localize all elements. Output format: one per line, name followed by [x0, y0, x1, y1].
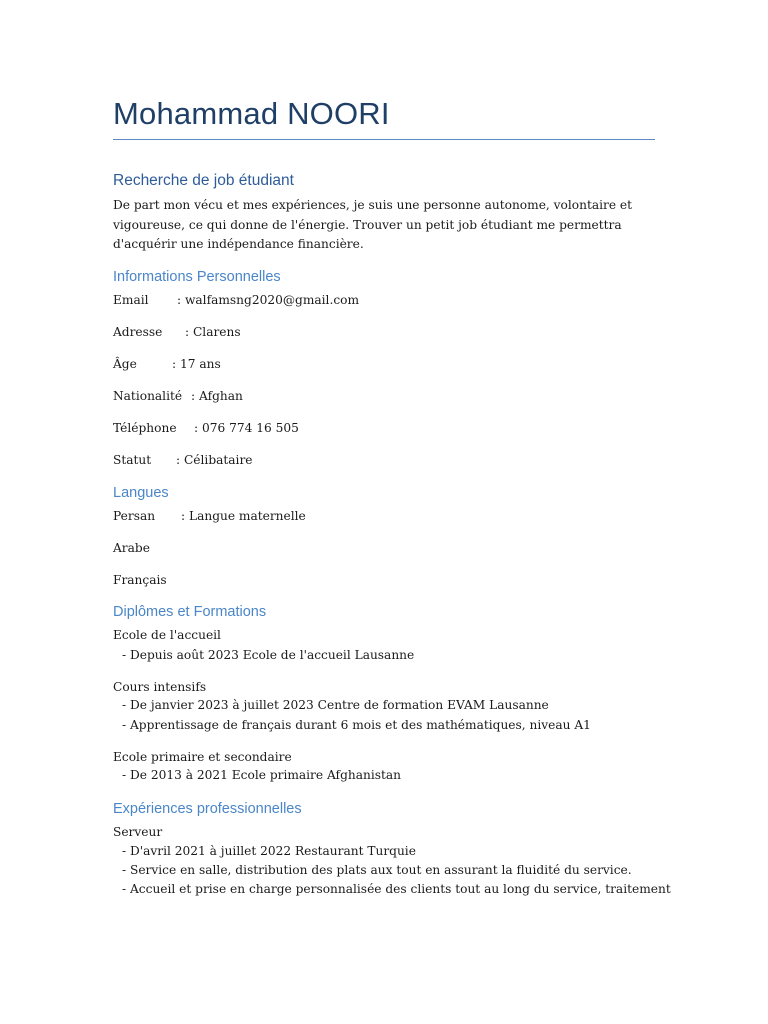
objective-heading: Recherche de job étudiant: [113, 172, 294, 189]
language-row-arabe: Arabe: [113, 541, 150, 555]
education-item-title: Ecole de l'accueil: [113, 628, 221, 642]
nationality-label: Nationalité: [113, 389, 183, 403]
age-label: Âge: [113, 357, 137, 371]
language-row-francais: Français: [113, 573, 167, 587]
address-value: : Clarens: [185, 325, 241, 339]
language-row-persan: [113, 508, 306, 524]
address-row: [113, 324, 241, 340]
nationality-row: [113, 388, 243, 404]
phone-row: [113, 420, 299, 436]
experience-heading: Expériences professionnelles: [113, 801, 302, 817]
experience-item-detail: - Service en salle, distribution des plats aux tout en assurant la fluidité du service.: [122, 863, 632, 877]
nationality-value: : Afghan: [191, 389, 243, 403]
experience-item-detail: - D'avril 2021 à juillet 2022 Restaurant Turquie: [122, 844, 416, 858]
education-item-detail: - Depuis août 2023 Ecole de l'accueil Lausanne: [122, 648, 415, 662]
language-level: : Langue maternelle: [181, 509, 306, 523]
status-row: [113, 452, 252, 468]
phone-value: : 076 774 16 505: [194, 421, 299, 435]
education-item-title: Cours intensifs: [113, 680, 207, 694]
candidate-name: Mohammad NOORI: [113, 96, 390, 131]
age-row: [113, 356, 221, 372]
experience-item-detail: - Accueil et prise en charge personnalisée des clients tout au long du service, traitement: [122, 882, 671, 896]
age-value: : 17 ans: [172, 357, 221, 371]
objective-text: De part mon vécu et mes expériences, je suis une personne autonome, volontaire et vigoureuse, ce qui donne de l'énergie. Trouver un petit job étudiant me permettra d'acquérir une indépendance financière.: [113, 198, 633, 251]
email-label: Email: [113, 293, 149, 307]
education-item-detail: - Apprentissage de français durant 6 mois et des mathématiques, niveau A1: [122, 718, 591, 732]
education-item-detail: - De 2013 à 2021 Ecole primaire Afghanistan: [122, 768, 402, 782]
email-value: : walfamsng2020@gmail.com: [177, 293, 360, 307]
experience-item-title: Serveur: [113, 825, 163, 839]
education-heading: Diplômes et Formations: [113, 604, 267, 620]
title-divider: [113, 139, 655, 140]
education-item-title: Ecole primaire et secondaire: [113, 750, 292, 764]
status-label: Statut: [113, 453, 152, 467]
email-row: [113, 292, 359, 308]
personal-info-heading: Informations Personnelles: [113, 269, 281, 285]
languages-heading: Langues: [113, 485, 169, 501]
status-value: : Célibataire: [176, 453, 253, 467]
language-label: Persan: [113, 509, 156, 523]
address-label: Adresse: [113, 325, 163, 339]
phone-label: Téléphone: [113, 421, 177, 435]
education-item-detail: - De janvier 2023 à juillet 2023 Centre de formation EVAM Lausanne: [122, 698, 549, 712]
